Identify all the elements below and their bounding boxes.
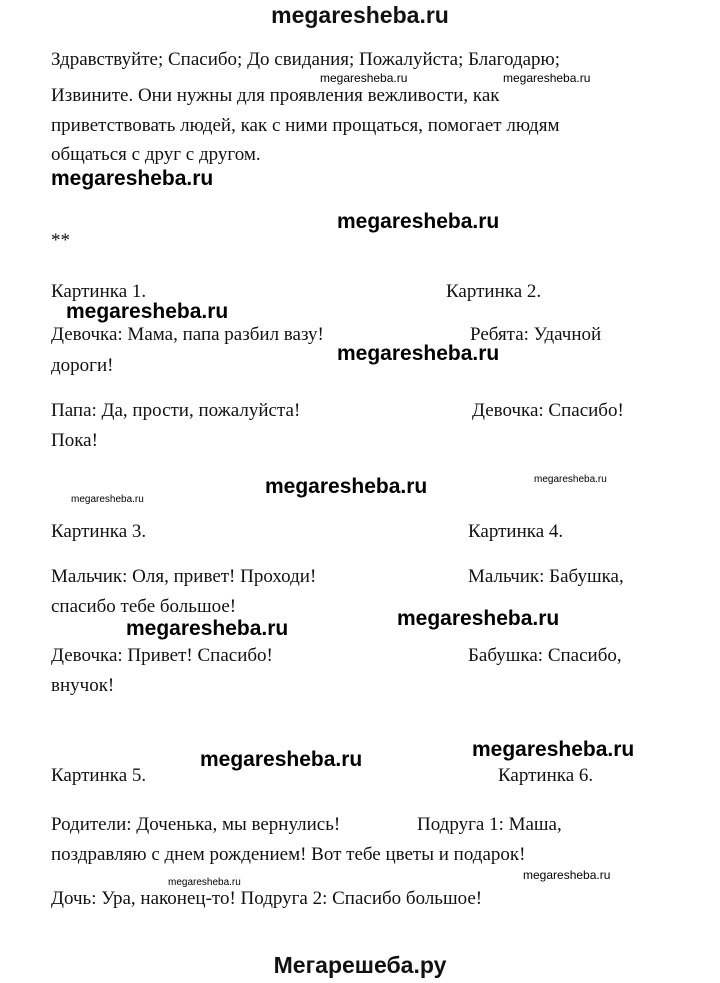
picture-1-label: Картинка 1. [51,281,147,302]
dialogue-line: Мальчик: Оля, привет! Проходи! [51,566,317,587]
watermark: megaresheba.ru [337,210,500,233]
site-header: megaresheba.ru [271,2,449,28]
watermark: megaresheba.ru [265,475,428,498]
intro-line-2: Извините. Они нужны для проявления вежливости, как [51,85,500,106]
watermark: megaresheba.ru [71,494,144,505]
dialogue-line: Пока! [51,430,98,451]
watermark: megaresheba.ru [200,748,363,771]
picture-2-label: Картинка 2. [446,281,542,302]
watermark: megaresheba.ru [503,71,591,85]
dialogue-line: Ребята: Удачной [470,324,602,345]
watermark: megaresheba.ru [523,868,611,882]
dialogue-line: Бабушка: Спасибо, [468,645,622,666]
dialogue-line: Девочка: Спасибо! [472,400,624,421]
watermark: megaresheba.ru [472,738,635,761]
watermark: megaresheba.ru [337,342,500,365]
dialogue-line: Родители: Доченька, мы вернулись! [51,814,341,835]
dialogue-line: Подруга 1: Маша, [417,814,562,835]
intro-line-3: приветствовать людей, как с ними прощаться, помогает людям [51,115,560,136]
section-stars: ** [51,230,70,251]
dialogue-line: поздравляю с днем рождением! Вот тебе цветы и подарок! [51,844,526,865]
watermark: megaresheba.ru [534,474,607,485]
picture-6-label: Картинка 6. [498,765,594,786]
dialogue-line: Девочка: Привет! Спасибо! [51,645,273,666]
picture-4-label: Картинка 4. [468,521,564,542]
site-footer: Мегарешеба.ру [273,952,447,978]
dialogue-line: спасибо тебе большое! [51,596,237,617]
watermark: megaresheba.ru [397,607,560,630]
intro-line-1: Здравствуйте; Спасибо; До свидания; Пожалуйста; Благодарю; [51,49,561,70]
watermark: megaresheba.ru [168,877,241,888]
dialogue-line: дороги! [51,355,114,376]
watermark: megaresheba.ru [126,617,289,640]
watermark: megaresheba.ru [320,71,408,85]
intro-line-4: общаться с друг с другом. [51,144,261,165]
watermark: megaresheba.ru [51,167,214,190]
picture-5-label: Картинка 5. [51,765,147,786]
dialogue-line: внучок! [51,675,115,696]
dialogue-line: Папа: Да, прости, пожалуйста! [51,400,301,421]
picture-3-label: Картинка 3. [51,521,147,542]
dialogue-line: Дочь: Ура, наконец-то! Подруга 2: Спасибо большое! [51,888,483,909]
dialogue-line: Мальчик: Бабушка, [468,566,624,587]
dialogue-line: Девочка: Мама, папа разбил вазу! [51,324,324,345]
watermark: megaresheba.ru [66,300,229,323]
